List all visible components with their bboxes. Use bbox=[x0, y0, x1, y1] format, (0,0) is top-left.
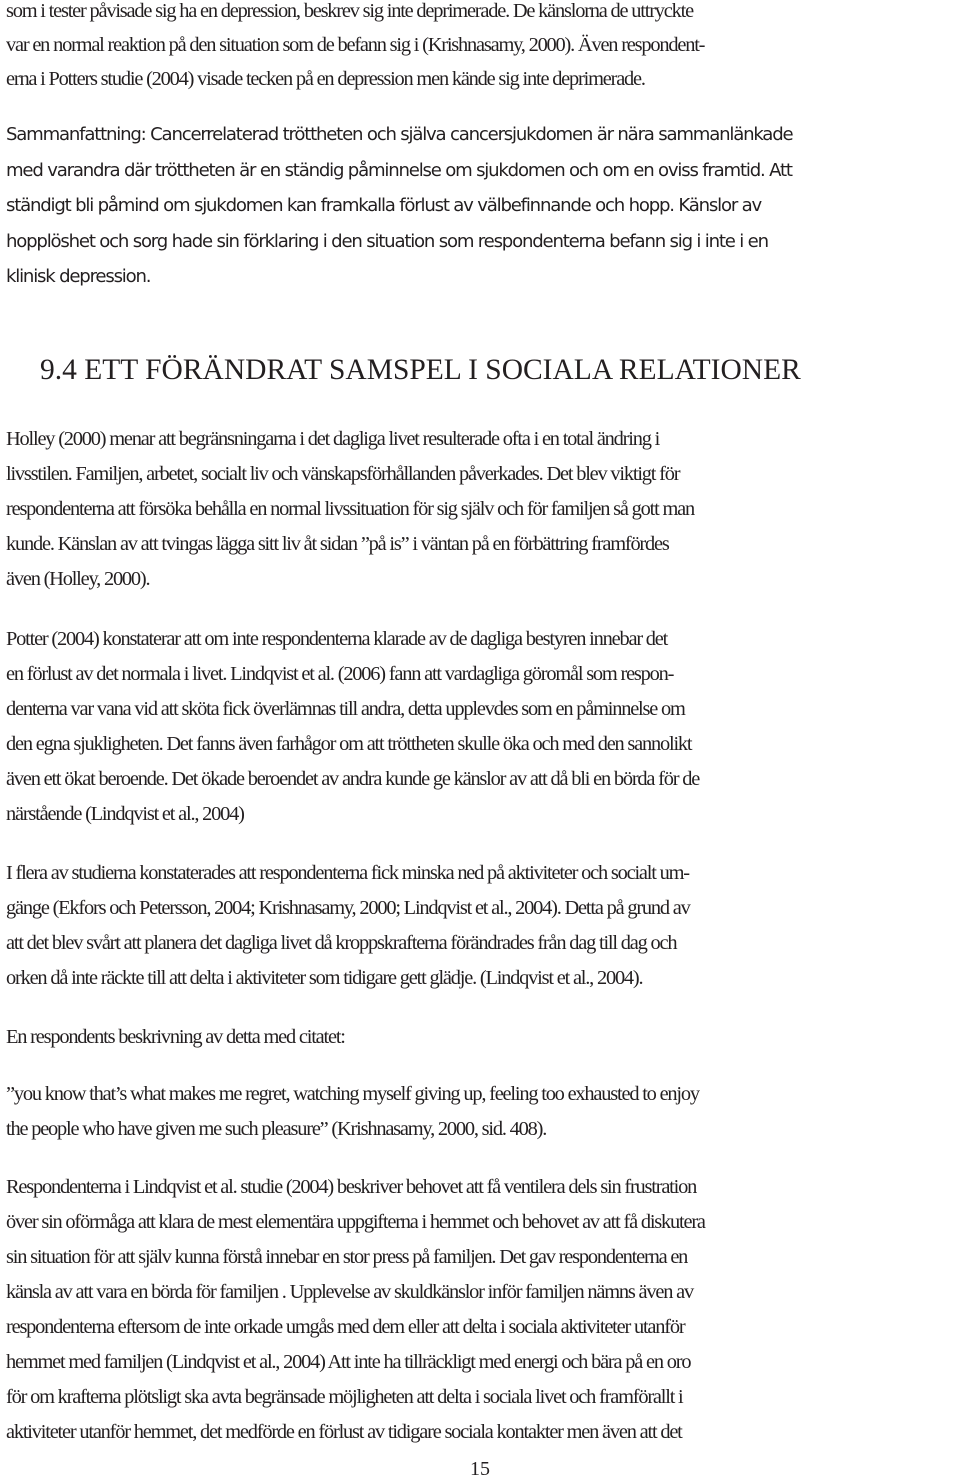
quote-paragraph bbox=[6, 1077, 960, 1147]
text-line: hopplöshet och sorg hade sin förklaring i den situation som respondenterna befann sig i inte i en bbox=[6, 230, 768, 252]
text-line: aktiviteter utanför hemmet, det medförde en förlust av tidigare sociala kontakter men även att det bbox=[6, 1421, 682, 1443]
text-line: känsla av att vara en börda för familjen . Upplevelse av skuldkänslor inför familjen nämns även av bbox=[6, 1281, 693, 1303]
text-line: klinisk depression. bbox=[6, 266, 151, 287]
text-line: Sammanfattning: Cancerrelaterad tröttheten och själva cancersjukdomen är nära sammanlänkade bbox=[6, 124, 793, 145]
text-line: livsstilen. Familjen, arbetet, socialt liv och vänskapsförhållanden påverkades. Det blev viktigt för bbox=[6, 463, 680, 485]
text-line: orken då inte räckte till att delta i aktiviteter som tidigare gett glädje. (Lindqvist et al., 2004). bbox=[6, 967, 643, 989]
text-line: ständigt bli påmind om sjukdomen kan framkalla förlust av välbefinnande och hopp. Känslor av bbox=[6, 195, 761, 216]
intro-paragraph bbox=[6, 0, 960, 96]
text-line: för om krafterna plötsligt ska avta begränsade möjligheten att delta i sociala livet och framförallt i bbox=[6, 1386, 683, 1408]
text-line: respondenterna att försöka behålla en normal livssituation för sig själv och för familjen så gott man bbox=[6, 498, 694, 520]
text-line: Potter (2004) konstaterar att om inte respondenterna klarade av de dagliga bestyren innebar det bbox=[6, 628, 668, 650]
text-line: gänge (Ekfors och Petersson, 2004; Krishnasamy, 2000; Lindqvist et al., 2004). Detta på grund av bbox=[6, 897, 690, 919]
text-line: En respondents beskrivning av detta med citatet: bbox=[6, 1026, 345, 1048]
page-number: 15 bbox=[470, 1458, 490, 1480]
text-line: respondenterna eftersom de inte orkade umgås med dem eller att delta i sociala aktiviteter utanför bbox=[6, 1316, 685, 1338]
text-line: ”you know that’s what makes me regret, watching myself giving up, feeling too exhausted to enjoy bbox=[6, 1083, 699, 1105]
text-line: en förlust av det normala i livet. Lindqvist et al. (2006) fann att vardagliga göromål som respon- bbox=[6, 663, 674, 685]
text-line: Holley (2000) menar att begränsningarna i det dagliga livet resulterade ofta i en total ändring i bbox=[6, 428, 660, 450]
text-line: kunde. Känslan av att tvingas lägga sitt liv åt sidan ”på is” i väntan på en förbättring framfördes bbox=[6, 533, 669, 555]
text-line: även (Holley, 2000). bbox=[6, 568, 150, 590]
holley-paragraph bbox=[6, 422, 960, 597]
text-line: närstående (Lindqvist et al., 2004) bbox=[6, 803, 244, 825]
text-line: som i tester påvisade sig ha en depression, beskrev sig inte deprimerade. De känslorna de uttryckte bbox=[6, 0, 693, 22]
text-line: the people who have given me such pleasure” (Krishnasamy, 2000, sid. 408). bbox=[6, 1118, 547, 1140]
text-line: I flera av studierna konstaterades att respondenterna fick minska ned på aktiviteter och socialt um- bbox=[6, 862, 689, 884]
studies-paragraph bbox=[6, 856, 960, 996]
text-line: erna i Potters studie (2004) visade tecken på en depression men kände sig inte deprimerade. bbox=[6, 68, 645, 90]
text-line: även ett ökat beroende. Det ökade beroendet av andra kunde ge känslor av att då bli en börda för de bbox=[6, 768, 700, 790]
text-line: den egna sjukligheten. Det fanns även farhågor om att tröttheten skulle öka och med den sannolikt bbox=[6, 733, 692, 755]
text-line: var en normal reaktion på den situation som de befann sig i (Krishnasamy, 2000). Även respondent- bbox=[6, 34, 705, 56]
potter-paragraph bbox=[6, 622, 960, 832]
text-line: sin situation för att själv kunna förstå innebar en stor press på familjen. Det gav respondenterna en bbox=[6, 1246, 688, 1268]
quote-intro-paragraph bbox=[6, 1020, 960, 1055]
summary-paragraph bbox=[6, 117, 960, 295]
text-line: denterna var vana vid att sköta fick överlämnas till andra, detta upplevdes som en påminnelse om bbox=[6, 698, 685, 720]
text-line: att det blev svårt att planera det dagliga livet då kroppskrafterna förändrades från dag till dag och bbox=[6, 932, 677, 954]
lindqvist-paragraph bbox=[6, 1170, 960, 1450]
text-line: med varandra där tröttheten är en ständig påminnelse om sjukdomen och om en oviss framtid. Att bbox=[6, 159, 792, 181]
text-line: över sin oförmåga att klara de mest elementära uppgifterna i hemmet och behovet av att få diskutera bbox=[6, 1211, 705, 1233]
section-heading: 9.4 ETT FÖRÄNDRAT SAMSPEL I SOCIALA RELATIONER bbox=[40, 354, 801, 386]
text-line: hemmet med familjen (Lindqvist et al., 2004) Att inte ha tillräckligt med energi och bära på en oro bbox=[6, 1351, 691, 1373]
text-line: Respondenterna i Lindqvist et al. studie (2004) beskriver behovet att få ventilera dels sin frustration bbox=[6, 1176, 697, 1198]
